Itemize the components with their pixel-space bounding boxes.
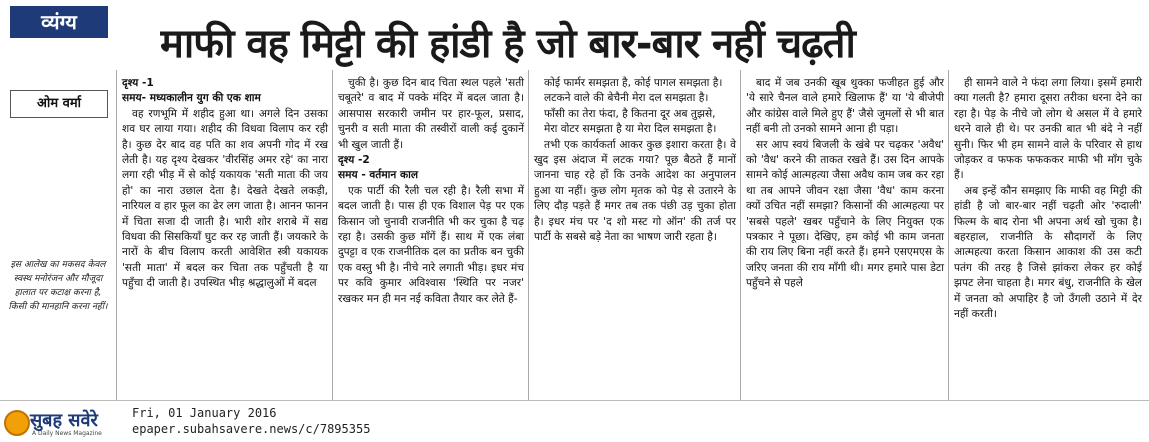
column-rule [116,70,117,400]
paragraph: फाँसी का तेरा फंदा, है कितना दूर अब तुझसे, [544,107,716,120]
paragraph: मेरा वोटर समझता है या मेरा दिल समझता है। [544,123,717,136]
column-rule [332,70,333,400]
paragraph: चुकी है। कुछ दिन बाद चिता स्थल पहले 'सती चबूतरे' व बाद में पक्के मंदिर में बदल जाता है। आसपास सरकारी जमीन पर हार-फूल, प्रसाद, चुनरी व सती माता की तस्वीरों वाली कई दुकानें भी खुल जाती हैं। [338,77,524,151]
column-rule [948,70,949,400]
publication-logo[interactable] [4,406,114,438]
subheading: दृश्य -2 [338,154,370,167]
paragraph: ही सामने वाले ने फंदा लगा लिया। इसमें हमारी क्या गलती है? हमारा दूसरा तरीका धरना देने का रहा है। पेड़ के नीचे जो लोग थे असल में वे हमारे धरने वाले ही थे। पर उनकी बात भी बंदे ने नहीं सुनी। फिर भी हम सामने वाले के परिवार से हाथ जोड़कर व फफक फफककर माफी भी माँग चुके हैं। [954,77,1142,182]
paragraph: तभी एक कार्यकर्ता आकर कुछ इशारा करता है। वे खुद इस अंदाज में लटक गया? पूछ बैठते हैं मानों जानना चाह रहे हों कि उनके आदेश का अनुपालन हुआ या नहीं। कुछ लोग मृतक को पेड़ से उतारने के लिए दौड़ पड़ते हैं मगर तब तक पंछी उड़ चुका होता है। इधर मंच पर 'द शो मस्ट गो ऑन' की तर्ज पर पार्टी के सबसे बड़े नेता का भाषण जारी रहता है। [534,138,736,244]
headline: माफी वह मिट्टी की हांडी है जो बार-बार नहीं चढ़ती [160,21,855,67]
article-column [118,76,332,394]
article-column [334,76,528,394]
disclaimer-note: इस आलेख का मकसद केवल स्वस्थ मनोरंजन और मौजूदा हालात पर कटाक्ष करना है, किसी की मानहानि करना नहीं। [8,260,108,312]
subheading: समय- मध्यकालीन युग की एक शाम [122,92,261,105]
column-rule [740,70,741,400]
subheading: समय - वर्तमान काल [338,169,419,182]
logo-text: सुबह सवेरे [30,410,98,431]
sun-icon [4,410,30,436]
section-tag: व्यंग्य [10,6,108,38]
author-box: ओम वर्मा [10,90,108,118]
column-rule [528,70,529,400]
edition-date: Fri, 01 January 2016 [132,406,277,420]
paragraph: एक पार्टी की रैली चल रही है। रैली सभा में बदल जाती है। पास ही एक विशाल पेड़ पर एक किसान जो चुनावी राजनीति भी कर चुका है चढ़ रहा है। उसकी कुछ माँगें हैं। साथ में एक लंबा दुपट्टा व एक राजनीतिक दल का प्रतीक बन चुकी एक वस्तु भी है। नीचे नारे लगाती भीड़। इधर मंच पर कवि कुमार अविश्वास 'स्थिति पर नजर' रखकर मन ही मन नई कविता तैयार कर लेते हैं- [338,184,524,305]
paragraph: बाद में जब उनकी खूब थुक्का फजीहत हुई और 'ये सारे चैनल वाले हमारे खिलाफ हैं' या 'ये बीजेपी और कांग्रेस वाले मिले हुए हैं' जैसे जुमलों से भी बात नहीं बनी तो उनको सामने आना ही पड़ा। [746,77,944,136]
paragraph: सर आप स्वयं बिजली के खंबे पर चढ़कर 'अवैध' को 'वैध' करने की ताकत रखते हैं। उस दिन आपके सामने कोई आत्महत्या जैसा अवैध काम जब कर रहा था तब आपने जीवन रक्षा जैसा 'वैध' काम करना क्यों उचित नहीं समझा? किसानों की आत्महत्या पर 'सबसे पहले' खबर पहुँचाने के लिए नियुक्त एक पत्रकार ने पूछा। देखिए, हम कोई भी काम जनता की राय लिए बिना नहीं करते हैं। हमने एसएमएस के जरिए जनता की राय माँगी थी। मगर हमारे पास डेटा पहुँचने से पहले [746,138,944,290]
epaper-url[interactable]: epaper.subahsavere.news/c/7895355 [132,422,371,436]
article-column [530,76,740,394]
article-column [950,76,1146,394]
paragraph: अब इन्हें कौन समझाए कि माफी वह मिट्टी की हांडी है जो बार-बार नहीं चढ़ती ओर 'रुदाली' फिल्म के बाद रोना भी अपना अर्थ खो चुका है। बहरहाल, राजनीति के सौदागरों के लिए आत्महत्या करता किसान आकाश की उस कटी पतंग की तरह है जिसे झांकरा लेकर हर कोई झपट लेना चाहता है। मगर बंधु, राजनीति के खेल में जनता को अपाहिर है जो उँगली उठाने में देर नहीं करती। [954,184,1142,321]
paragraph: लटकने वाले की बेचैनी मेरा दल समझता है। [544,92,709,105]
logo-tagline: A Daily News Magazine [32,430,102,437]
paragraph: वह रणभूमि में शहीद हुआ था। अगले दिन उसका शव घर लाया गया। शहीद की विधवा विलाप कर रही है। कुछ देर बाद वह पति का शव अपनी गोद में रख लेती है। यह दृश्य देखकर 'वीरसिंह अमर रहे' का नारा लगा रही भीड़ में से कोई यकायक 'सती माता की जय हो' का नारा उछाल देता है। देखते देखते लकड़ी, नारियल व हार फूल का ढेर लग जाता है। आनन फानन में चिता सजा दी जाती है। भारी शोर शराबे में सद्य विधवा की सिसकियाँ घुट कर रह जाती हैं। जयकारे के नारों के बीच विलाप करती आवेशित स्त्री यकायक 'सती माता' में बदल कर चिता तक पहुँचती है या पहुँचा दी जाती है। उपस्थित भीड़ श्रद्धालुओं में बदल [122,107,328,290]
subheading: दृश्य -1 [122,77,154,89]
paragraph: कोई फार्मर समझता है, कोई पागल समझता है। [544,77,723,89]
footer-divider [0,400,1149,401]
article-column [742,76,948,394]
